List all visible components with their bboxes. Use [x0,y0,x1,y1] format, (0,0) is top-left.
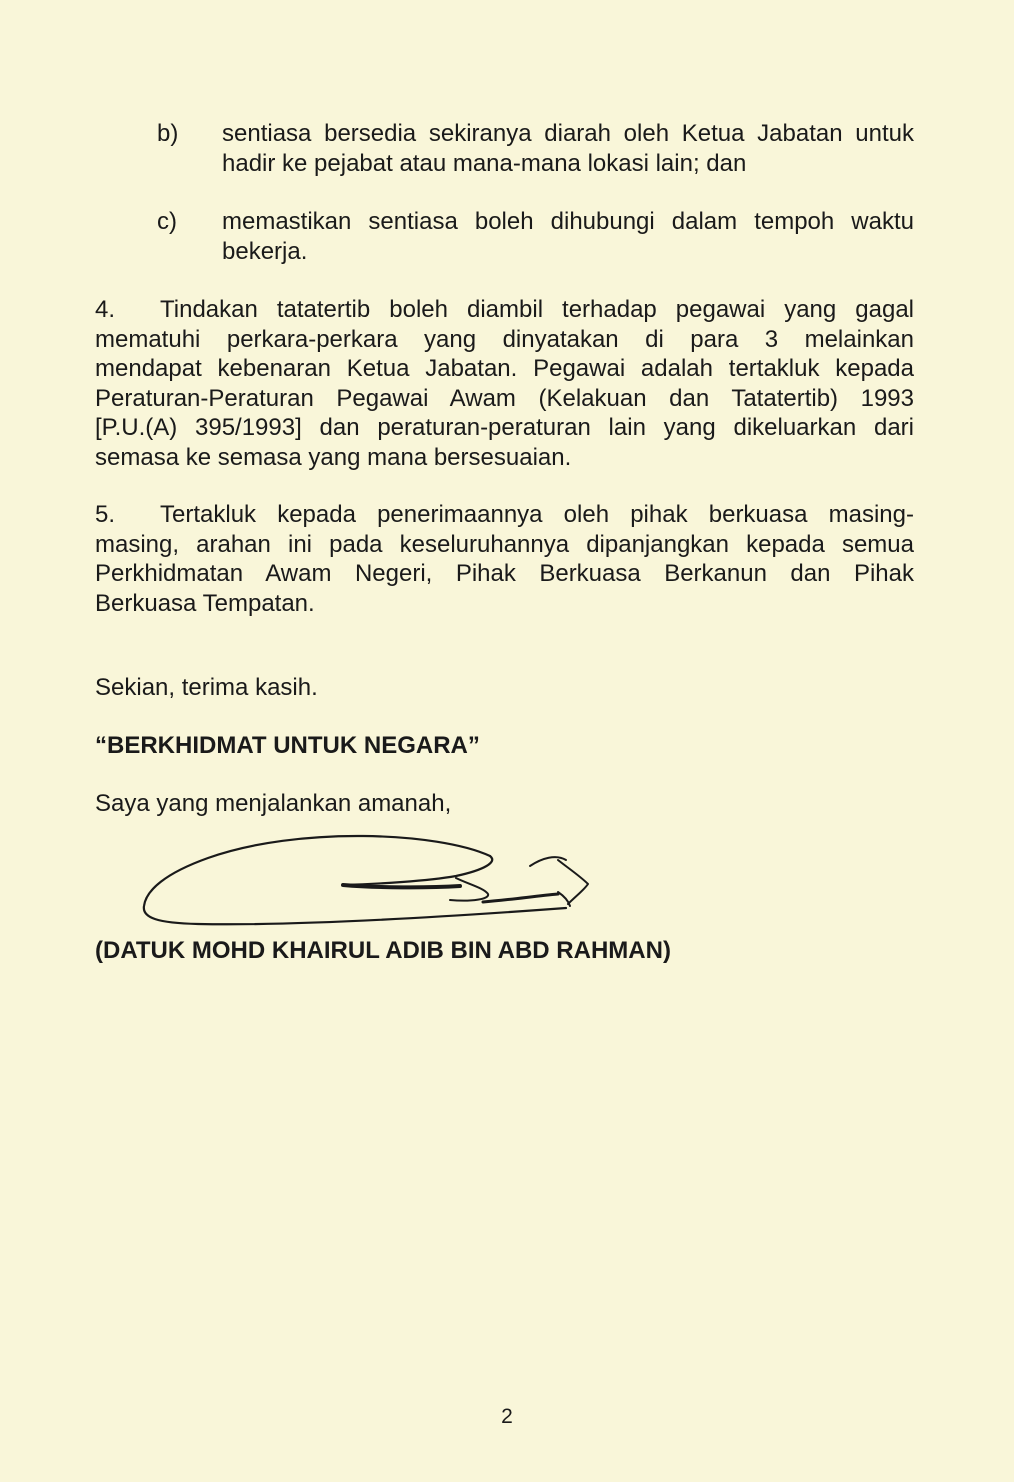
text-line: Berkuasa Tempatan. [95,589,315,617]
page-number: 2 [501,1405,513,1428]
list-item-text [222,119,914,178]
paragraph-number: 5. [95,501,116,528]
text-line: mendapat kebenaran Ketua Jabatan. Pegawai adalah tertakluk kepada [95,355,914,382]
text-line: masing, arahan ini pada keseluruhannya dipanjangkan kepada semua [95,530,914,558]
text-line [95,500,914,530]
text-line: mematuhi perkara-perkara yang dinyatakan di para 3 melainkan [95,325,914,353]
text-line: hadir ke pejabat atau mana-mana lokasi lain; dan [222,149,747,177]
text-line: sentiasa bersedia sekiranya diarah oleh Ketua Jabatan untuk [222,120,914,147]
paragraph-4 [95,295,914,472]
closing-text: Sekian, terima kasih. [95,674,318,701]
text-line: bekerja. [222,237,308,265]
signature-image [138,828,598,930]
text-fragment: Tertakluk kepada penerimaannya oleh pihak berkuasa masing- [160,501,914,528]
paragraph-number: 4. [95,296,116,323]
list-item-text [222,207,914,266]
paragraph-5 [95,500,914,618]
text-line: memastikan sentiasa boleh dihubungi dalam tempoh waktu [222,208,914,235]
list-marker: b) [157,120,179,147]
sign-off-text: Saya yang menjalankan amanah, [95,790,452,817]
text-fragment: Tindakan tatatertib boleh diambil terhadap pegawai yang gagal [160,296,914,323]
text-line: semasa ke semasa yang mana bersesuaian. [95,443,572,471]
text-line: Perkhidmatan Awam Negeri, Pihak Berkuasa Berkanun dan Pihak [95,560,914,587]
list-marker: c) [157,208,177,235]
signatory-name: (DATUK MOHD KHAIRUL ADIB BIN ABD RAHMAN) [95,937,671,964]
motto: “BERKHIDMAT UNTUK NEGARA” [95,732,480,759]
text-line: Peraturan-Peraturan Pegawai Awam (Kelakuan dan Tatatertib) 1993 [95,384,914,412]
text-line [95,295,914,325]
text-line: [P.U.(A) 395/1993] dan peraturan-peraturan lain yang dikeluarkan dari [95,414,914,441]
